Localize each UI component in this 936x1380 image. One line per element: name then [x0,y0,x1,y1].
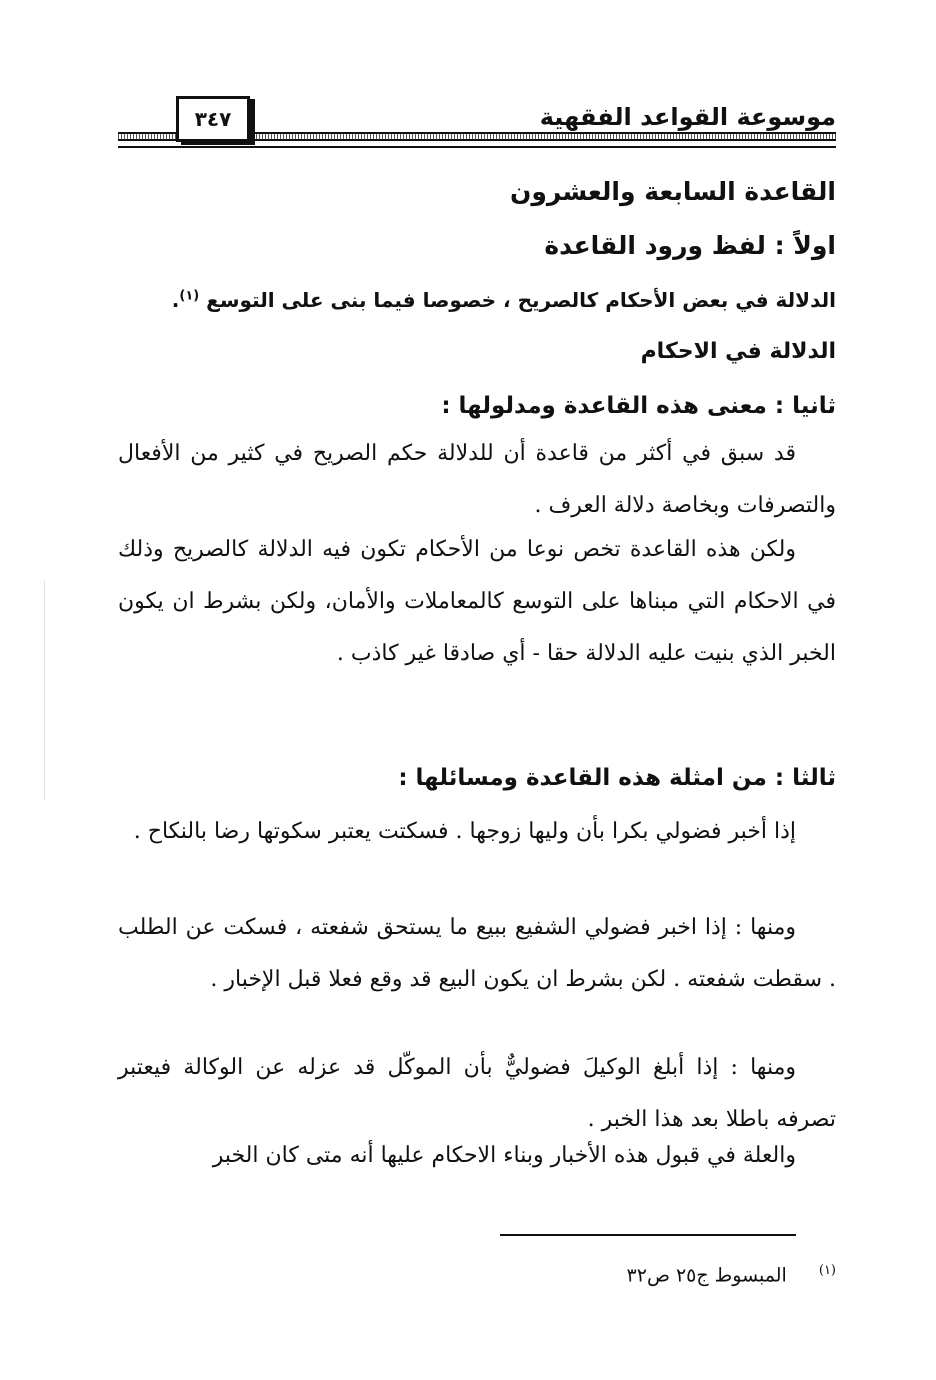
footnote-text: المبسوط ج٢٥ ص٣٢ [626,1264,787,1287]
footnote-separator [500,1234,796,1236]
footnote-reference[interactable]: (١) [179,288,200,304]
footnote [506,1256,836,1290]
section2-heading: ثانيا : معنى هذه القاعدة ومدلولها : [441,393,836,419]
paragraph: ولكن هذه القاعدة تخص نوعا من الأحكام تكون فيه الدلالة كالصريح وذلك في الاحكام التي مبناها على التوسع كالمعاملات والأمان، ولكن بشرط ان يكون الخبر الذي بنيت عليه الدلالة حقا - أي صادقا غير كاذب . [118,537,836,666]
paragraph: ومنها : إذا اخبر فضولي الشفيع ببيع ما يستحق شفعته ، فسكت عن الطلب . سقطت شفعته . لكن بشرط ان يكون البيع قد وقع فعلا قبل الإخبار . [118,915,836,992]
rule-statement-end: . [171,288,180,312]
rule-name-heading: القاعدة السابعة والعشرون [510,177,836,206]
rule-statement-text: الدلالة في بعض الأحكام كالصريح ، خصوصا فيما بنى على التوسع [206,288,836,312]
section3-heading: ثالثا : من امثلة هذه القاعدة ومسائلها : [398,765,836,791]
paragraph: ومنها : إذا أبلغ الوكيلَ فضوليٌّ بأن الموكّل قد عزله عن الوكالة فيعتبر تصرفه باطلا بعد هذا الخبر . [118,1055,836,1132]
paragraph: إذا أخبر فضولي بكرا بأن وليها زوجها . فسكتت يعتبر سكوتها رضا بالنكاح . [133,819,796,844]
rule-title: الدلالة في الاحكام [640,339,836,364]
rule-statement [118,280,836,320]
paragraph: قد سبق في أكثر من قاعدة أن للدلالة حكم الصريح في كثير من الأفعال والتصرفات وبخاصة دلالة العرف . [118,441,836,518]
book-title: موسوعة القواعد الفقهية [539,103,836,131]
footnote-number: (١) [818,1263,836,1278]
running-header [118,96,836,156]
scan-artifact-line [44,580,45,800]
section1-heading: اولاً : لفظ ورود القاعدة [544,231,836,260]
page-number: ٣٤٧ [176,96,250,142]
paragraph: والعلة في قبول هذه الأخبار وبناء الاحكام عليها أنه متى كان الخبر [212,1143,796,1168]
header-underline [118,146,836,148]
